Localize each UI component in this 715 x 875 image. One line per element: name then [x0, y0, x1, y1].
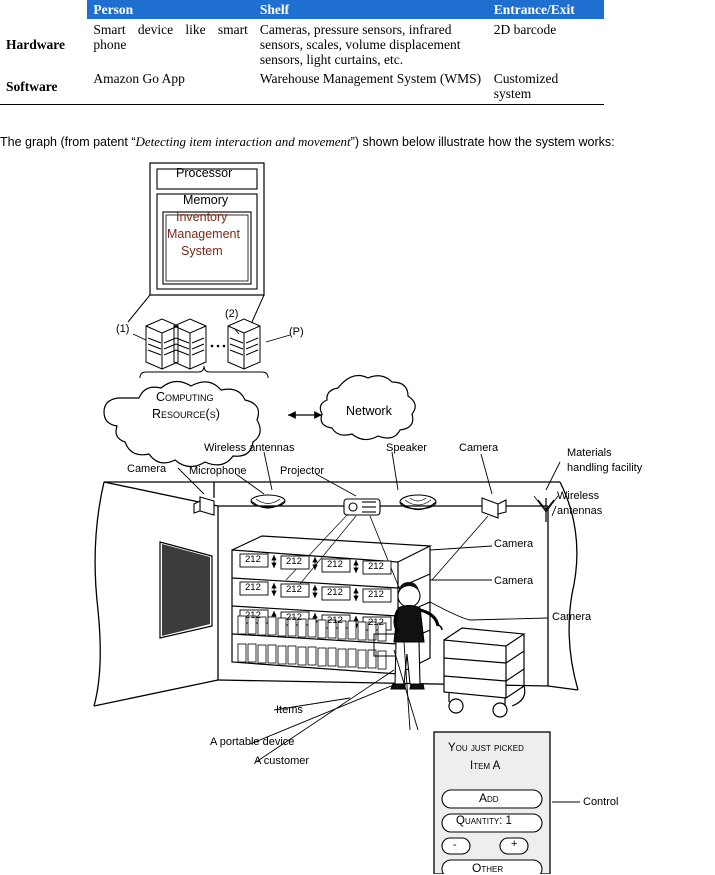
computing-resources-line-2: Resource(s)	[152, 407, 220, 421]
spec-table	[0, 0, 604, 105]
label-portable-device: A portable device	[210, 736, 295, 748]
shelf-tag: 212	[286, 556, 302, 567]
label-items: Items	[276, 704, 303, 716]
cell-hardware-entrance: 2D barcode	[493, 22, 557, 37]
network-label: Network	[346, 404, 392, 418]
ellipsis-dots	[211, 345, 226, 348]
row-label-hardware: Hardware	[6, 37, 65, 53]
processor-label: Processor	[176, 166, 233, 180]
caption-patent-title: Detecting item interaction and movement	[135, 134, 351, 149]
header-blank	[0, 0, 87, 19]
label-wireless-antennas-right-1: Wireless	[557, 490, 600, 502]
shelf-tag: 212	[245, 554, 261, 565]
header-shelf: Shelf	[254, 0, 488, 19]
shelf-tag: 212	[286, 584, 302, 595]
label-materials-handling-1: Materials	[567, 447, 612, 459]
figure-caption	[0, 134, 715, 150]
row-label-software: Software	[0, 69, 87, 104]
label-materials-handling-2: handling facility	[567, 462, 643, 474]
shelf-tag: 212	[368, 589, 384, 600]
server-mark-2: (2)	[225, 308, 239, 320]
camera-left-icon	[194, 497, 214, 515]
shelf-tag: 212	[245, 610, 261, 621]
projector-beam	[286, 514, 356, 584]
server-mark-p: (P)	[289, 326, 304, 338]
computing-servers	[146, 319, 260, 369]
label-camera-shelf-2: Camera	[494, 575, 534, 587]
speaker-icon	[400, 495, 436, 510]
label-control: Control	[583, 796, 619, 808]
label-projector: Projector	[280, 465, 325, 477]
label-speaker: Speaker	[386, 442, 427, 454]
cell-hardware-person: Smart device like smart phone	[93, 22, 248, 53]
shelf-tag: 212	[327, 587, 343, 598]
shelf-tag: 212	[286, 612, 302, 623]
left-wall-panel	[160, 542, 212, 638]
label-camera-shelf-3: Camera	[552, 611, 592, 623]
device-title-line-1: You just picked	[448, 742, 524, 754]
device-other-button[interactable]: Other	[472, 861, 504, 875]
label-microphone: Microphone	[189, 465, 247, 477]
device-title-line-2: Item A	[470, 760, 501, 772]
customer-figure	[391, 582, 442, 689]
patent-figure	[0, 150, 715, 874]
shelf-tag: 212	[327, 559, 343, 570]
header-entrance-exit: Entrance/Exit	[488, 0, 604, 19]
memory-label: Memory	[183, 193, 229, 207]
shopping-cart	[444, 628, 525, 717]
shelf-tag: 212	[245, 582, 261, 593]
label-camera-top-right: Camera	[459, 442, 499, 454]
label-wireless-antennas-top: Wireless antennas	[204, 442, 295, 454]
header-person: Person	[87, 0, 254, 19]
device-plus-button[interactable]: +	[511, 838, 518, 850]
figure-svg	[0, 150, 715, 874]
device-quantity-label[interactable]: Quantity: 1	[456, 815, 512, 827]
table-row	[0, 19, 604, 69]
camera-ceiling-right-icon	[482, 498, 506, 518]
caption-post: ”) shown below illustrate how the system works:	[350, 135, 615, 149]
label-camera-left: Camera	[127, 463, 167, 475]
label-wireless-antennas-right-2: antennas	[557, 505, 603, 517]
label-customer: A customer	[254, 755, 310, 767]
shelf-tag: 212	[368, 561, 384, 572]
cell-software-person: Amazon Go App	[87, 69, 254, 104]
cell-software-entrance: Customized system	[488, 69, 604, 104]
device-minus-button[interactable]: -	[453, 839, 457, 851]
shelf-tag: 212	[368, 617, 384, 628]
label-camera-shelf-1: Camera	[494, 538, 534, 550]
projector-icon	[344, 499, 380, 515]
server-mark-1: (1)	[116, 323, 130, 335]
inventory-line-1: Inventory	[176, 210, 228, 224]
computing-resources-line-1: Computing	[156, 390, 214, 404]
inventory-line-2: Management	[167, 227, 240, 241]
inventory-line-3: System	[181, 244, 223, 258]
device-add-button[interactable]: Add	[479, 791, 499, 805]
table-header-row	[0, 0, 604, 19]
caption-pre: The graph (from patent “	[0, 135, 136, 149]
spec-table-container	[0, 0, 604, 105]
cell-software-shelf: Warehouse Management System (WMS)	[254, 69, 488, 104]
cell-hardware-shelf: Cameras, pressure sensors, infrared sensors, scales, volume displacement sensors, light curtains, etc.	[259, 22, 461, 68]
camera-sight-lines	[370, 516, 488, 590]
table-row	[0, 69, 604, 104]
shelf-tag: 212	[327, 615, 343, 626]
